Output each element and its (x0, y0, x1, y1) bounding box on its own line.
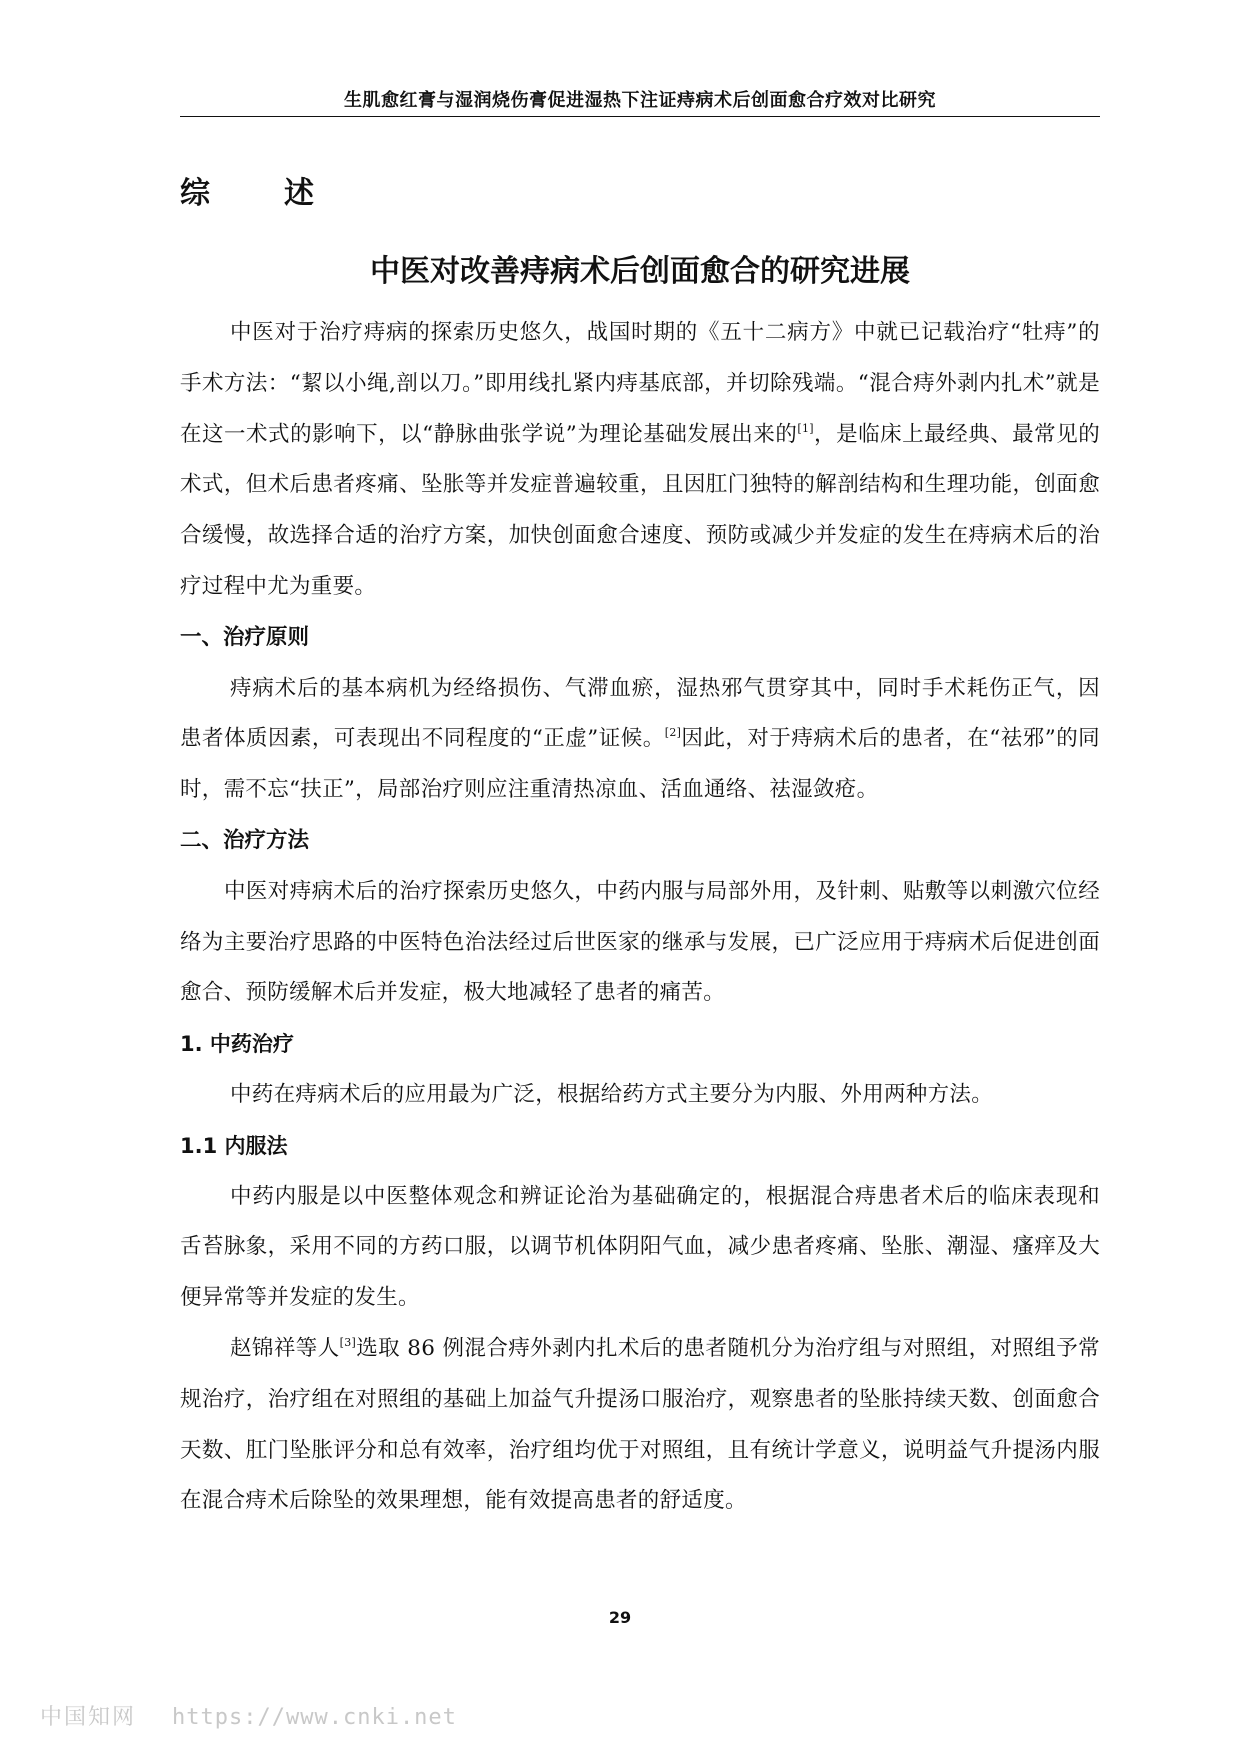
heading-oral-method: 1.1 内服法 (180, 1133, 288, 1158)
running-head: 生肌愈红膏与湿润烧伤膏促进湿热下注证痔病术后创面愈合疗效对比研究 (344, 90, 936, 111)
citation-1[interactable]: [1] (797, 421, 814, 435)
header-rule (180, 116, 1100, 117)
page-content (180, 170, 1100, 1527)
oral-paragraph-2: 赵锦祥等人[3]选取 86 例混合痔外剥内扎术后的患者随机分为治疗组与对照组，对照组予常规治疗，治疗组在对照组的基础上加益气升提汤口服治疗，观察患者的坠胀持续天数、创面愈合天数、肛门坠胀评分和总有效率，治疗组均优于对照组，且有统计学意义，说明益气升提汤内服在混合痔术后除坠的效果理想，能有效提高患者的舒适度。 (180, 1335, 1100, 1514)
intro-paragraph: 中医对于治疗痔病的探索历史悠久，战国时期的《五十二病方》中就已记载治疗“牡痔”的手术方法：“絜以小绳,剖以刀。”即用线扎紧内痔基底部，并切除残端。“混合痔外剥内扎术”就是在这一术式的影响下，以“静脉曲张学说”为理论基础发展出来的[1]，是临床上最经典、最常见的术式，但术后患者疼痛、坠胀等并发症普遍较重，且因肛门独特的解剖结构和生理功能，创面愈合缓慢，故选择合适的治疗方案，加快创面愈合速度、预防或减少并发症的发生在痔病术后的治疗过程中尤为重要。 (180, 320, 1101, 599)
cnki-watermark (40, 1700, 457, 1731)
tcm-paragraph: 中药在痔病术后的应用最为广泛，根据给药方式主要分为内服、外用两种方法。 (230, 1081, 994, 1107)
article-title: 中医对改善痔病术后创面愈合的研究进展 (370, 254, 910, 289)
heading-tcm-treatment: 1. 中药治疗 (180, 1032, 294, 1057)
watermark-brand: 中国知网 (40, 1705, 137, 1730)
section-label-char-1: 综 (180, 176, 210, 211)
section-label-char-2: 述 (284, 176, 314, 211)
oral-paragraph-1: 中药内服是以中医整体观念和辨证论治为基础确定的，根据混合痔患者术后的临床表现和舌苔脉象，采用不同的方药口服，以调节机体阴阳气血，减少患者疼痛、坠胀、潮湿、瘙痒及大便异常等并发症的发生。 (180, 1183, 1100, 1311)
page-number: 29 (608, 1608, 632, 1627)
methods-paragraph: 中医对痔病术后的治疗探索历史悠久，中药内服与局部外用，及针刺、贴敷等以刺激穴位经络为主要治疗思路的中医特色治法经过后世医家的继承与发展，已广泛应用于痔病术后促进创面愈合、预防缓解术后并发症，极大地减轻了患者的痛苦。 (180, 878, 1100, 1006)
heading-treatment-principles: 一、治疗原则 (180, 624, 310, 650)
principles-paragraph: 痔病术后的基本病机为经络损伤、气滞血瘀，湿热邪气贯穿其中，同时手术耗伤正气，因患者体质因素，可表现出不同程度的“正虚”证候。[2]因此，对于痔病术后的患者，在“祛邪”的同时，需不忘“扶正”，局部治疗则应注重清热凉血、活血通络、祛湿敛疮。 (180, 675, 1100, 803)
citation-2[interactable]: [2] (664, 726, 682, 740)
section-label (180, 170, 1100, 218)
heading-treatment-methods: 二、治疗方法 (180, 827, 310, 853)
citation-3[interactable]: [3] (339, 1335, 357, 1349)
watermark-url[interactable]: https://www.cnki.net (172, 1705, 457, 1730)
